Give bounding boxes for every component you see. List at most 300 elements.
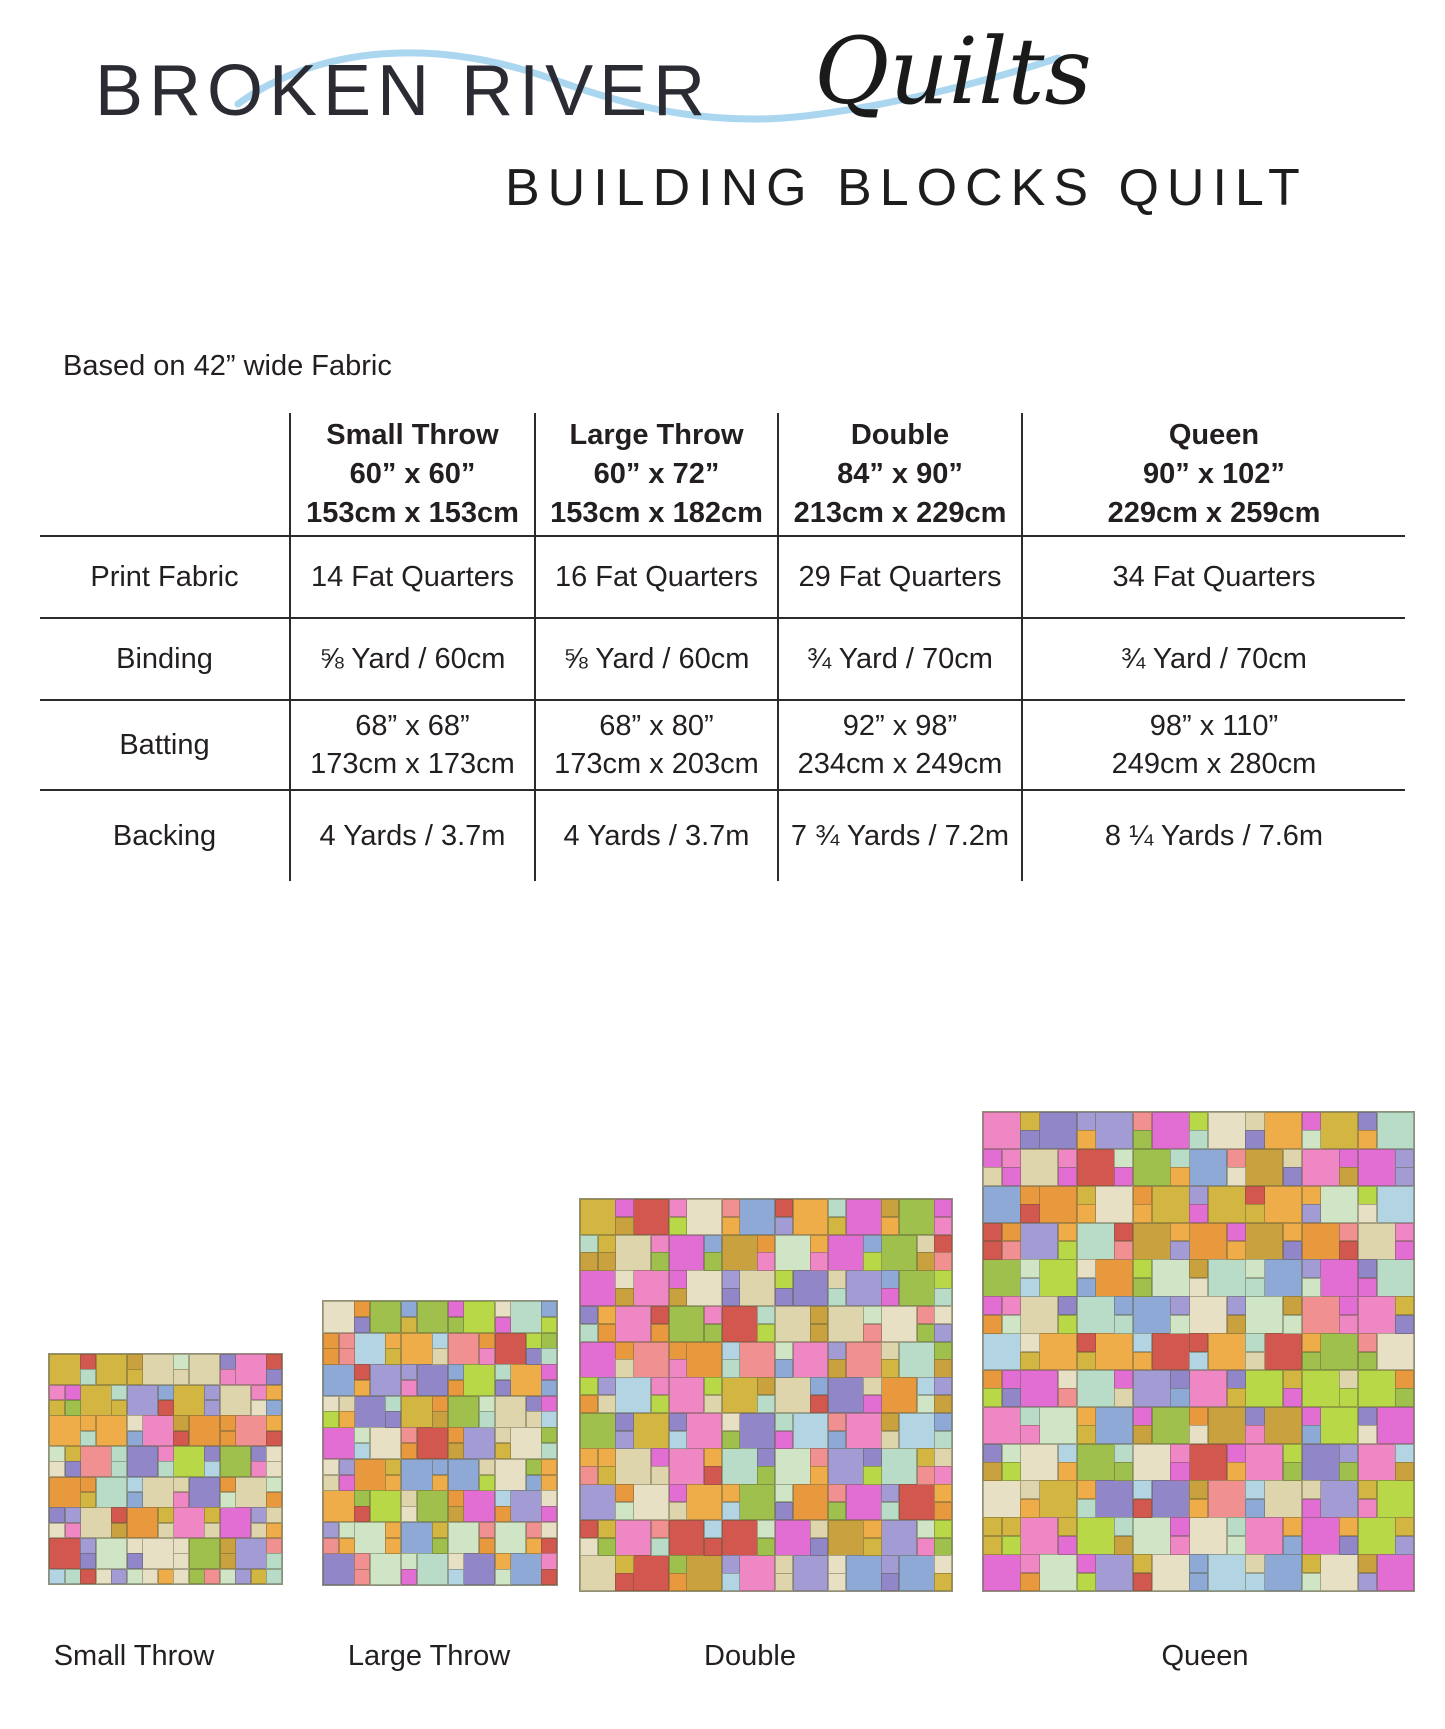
quilt-cell xyxy=(1339,1444,1358,1463)
quilt-cell xyxy=(80,1431,96,1447)
quilt-cell xyxy=(448,1553,464,1569)
quilt-cell xyxy=(983,1370,1002,1389)
quilt-cell xyxy=(1339,1241,1358,1260)
cell-binding-queen: ¾ Yard / 70cm xyxy=(1022,618,1405,700)
quilt-cell xyxy=(65,1446,81,1462)
quilt-cell xyxy=(495,1443,511,1459)
quilt-cell xyxy=(1245,1296,1283,1333)
quilt-cell xyxy=(1339,1296,1358,1315)
quilt-cell xyxy=(722,1199,740,1217)
quilt-cell xyxy=(1283,1388,1302,1407)
quilt-cell xyxy=(448,1364,464,1380)
quilt-cell xyxy=(463,1427,495,1459)
quilt-cell xyxy=(1095,1259,1133,1296)
quilt-cell xyxy=(1358,1499,1377,1518)
quilt-cell xyxy=(669,1377,705,1413)
quilt-cell xyxy=(983,1536,1002,1555)
quilt-cell xyxy=(846,1270,882,1306)
quilt-cell xyxy=(917,1306,935,1324)
quilt-cell xyxy=(1358,1444,1396,1481)
quilt-cell xyxy=(354,1364,370,1380)
quilt-cell xyxy=(323,1427,355,1459)
quilt-cell xyxy=(1133,1223,1171,1260)
quilt-cell xyxy=(881,1413,899,1431)
quilt-cell xyxy=(65,1569,81,1585)
quilt-cell xyxy=(757,1520,775,1538)
quilt-cell xyxy=(463,1364,495,1396)
quilt-cell xyxy=(1358,1554,1377,1573)
quilt-cell xyxy=(266,1446,282,1462)
quilt-cell xyxy=(881,1199,899,1217)
quilt-cell xyxy=(220,1553,236,1569)
quilt-cell xyxy=(1002,1462,1021,1481)
quilt-cell xyxy=(1114,1462,1133,1481)
quilt-cell xyxy=(354,1553,370,1569)
quilt-cell xyxy=(739,1413,775,1449)
quilt-cell xyxy=(669,1306,705,1342)
quilt-cell xyxy=(1020,1130,1039,1149)
quilt-cell xyxy=(235,1354,267,1385)
quilt-cell xyxy=(881,1573,899,1591)
quilt-cell xyxy=(448,1490,464,1506)
quilt-cell xyxy=(541,1348,557,1364)
quilt-cell xyxy=(1189,1112,1208,1131)
quilt-cell xyxy=(1133,1149,1171,1186)
quilt-cell xyxy=(1283,1536,1302,1555)
quilt-cell xyxy=(863,1235,881,1253)
quilt-cell xyxy=(1114,1241,1133,1260)
quilt-cell xyxy=(1058,1536,1077,1555)
quilt-cell xyxy=(934,1555,952,1573)
quilt-cell xyxy=(1227,1462,1246,1481)
quilt-cell xyxy=(1189,1444,1227,1481)
quilt-cell xyxy=(1133,1259,1152,1278)
quilt-cell xyxy=(495,1364,511,1380)
quilt-cell xyxy=(704,1538,722,1556)
quilt-cell xyxy=(757,1538,775,1556)
quilt-cell xyxy=(463,1301,495,1333)
quilt-cell xyxy=(173,1569,189,1585)
quilt-cell xyxy=(1114,1149,1133,1168)
quilt-cell xyxy=(669,1484,687,1502)
quilt-cell xyxy=(934,1359,952,1377)
quilt-cell xyxy=(65,1507,81,1523)
quilt-cell xyxy=(1339,1536,1358,1555)
quilt-cell xyxy=(354,1317,370,1333)
quilt-cell xyxy=(323,1411,339,1427)
fabric-requirements-table xyxy=(40,413,1405,881)
quilt-cell xyxy=(1227,1223,1246,1242)
quilt-cell xyxy=(1283,1517,1302,1536)
quilt-cell xyxy=(669,1199,687,1217)
quilt-cell xyxy=(810,1395,828,1413)
quilt-cell xyxy=(495,1396,527,1428)
quilt-cell xyxy=(615,1431,633,1449)
col-header-double xyxy=(778,413,1022,536)
col-cm: 213cm x 229cm xyxy=(793,496,1007,529)
quilt-cell xyxy=(983,1186,1021,1223)
quilt-cell xyxy=(49,1415,81,1446)
quilt-cell xyxy=(189,1538,221,1569)
quilt-cell xyxy=(934,1538,952,1556)
quilt-cell xyxy=(686,1413,722,1449)
quilt-cell xyxy=(385,1522,401,1538)
quilt-cell xyxy=(354,1506,370,1522)
quilt-cell xyxy=(510,1490,542,1522)
quilt-cell xyxy=(479,1348,495,1364)
quilt-cell xyxy=(1170,1517,1189,1536)
quilt-cell xyxy=(1283,1315,1302,1334)
quilt-cell xyxy=(158,1461,174,1477)
quilt-cell xyxy=(757,1466,775,1484)
quilt-cell xyxy=(1320,1259,1358,1296)
quilt-cell xyxy=(1039,1112,1077,1149)
quilt-cell xyxy=(495,1333,527,1365)
quilt-cell xyxy=(1170,1370,1189,1389)
quilt-cell xyxy=(1170,1315,1189,1334)
quilt-cell xyxy=(881,1306,917,1342)
quilt-cell xyxy=(1227,1167,1246,1186)
quilt-label-small-throw: Small Throw xyxy=(53,1640,215,1672)
quilt-cell xyxy=(173,1446,205,1477)
quilt-cell xyxy=(173,1354,189,1370)
quilt-cell xyxy=(1095,1112,1133,1149)
quilt-cell xyxy=(1339,1462,1358,1481)
cell-print-fabric-double: 29 Fat Quarters xyxy=(778,536,1022,618)
quilt-cell xyxy=(111,1446,127,1462)
quilt-cell xyxy=(80,1477,96,1493)
quilt-cell xyxy=(127,1446,159,1477)
quilt-cell xyxy=(1227,1149,1246,1168)
quilt-cell xyxy=(1302,1407,1321,1426)
cell-batting-large-throw xyxy=(535,700,778,790)
quilt-cell xyxy=(899,1270,935,1306)
quilt-cell xyxy=(775,1448,811,1484)
quilt-cell xyxy=(354,1427,370,1443)
quilt-cell xyxy=(1133,1352,1152,1371)
quilt-cell xyxy=(541,1380,557,1396)
quilt-cell xyxy=(173,1431,189,1447)
quilt-cell xyxy=(1302,1370,1340,1407)
quilt-cell xyxy=(580,1538,598,1556)
quilt-cell xyxy=(722,1431,740,1449)
quilt-cell xyxy=(1208,1407,1246,1444)
quilt-cell xyxy=(1020,1333,1039,1352)
quilt-cell xyxy=(1133,1333,1152,1352)
quilt-cell xyxy=(580,1235,598,1253)
quilt-cell xyxy=(80,1507,112,1538)
quilt-cell xyxy=(1245,1444,1283,1481)
quilt-cell xyxy=(1227,1388,1246,1407)
quilt-cell xyxy=(881,1235,917,1271)
quilt-cell xyxy=(1095,1480,1133,1517)
quilt-cell xyxy=(49,1461,65,1477)
quilt-cell xyxy=(863,1466,881,1484)
quilt-cell xyxy=(1114,1370,1133,1389)
quilt-cell xyxy=(615,1502,633,1520)
quilt-cell xyxy=(1114,1223,1133,1242)
quilt-cell xyxy=(1264,1259,1302,1296)
table-header-row xyxy=(40,413,1405,536)
quilt-cell xyxy=(1358,1407,1377,1426)
quilt-cell xyxy=(1170,1241,1189,1260)
quilt-cell xyxy=(598,1466,616,1484)
quilt-cell xyxy=(1302,1554,1321,1573)
quilt-cell xyxy=(828,1573,846,1591)
quilt-cell xyxy=(189,1569,205,1585)
quilt-cell xyxy=(448,1506,464,1522)
quilt-cell xyxy=(541,1538,557,1554)
quilt-cell xyxy=(580,1466,598,1484)
quilt-cell xyxy=(739,1199,775,1235)
quilt-cell xyxy=(541,1427,557,1443)
cell-backing-large-throw: 4 Yards / 3.7m xyxy=(535,790,778,881)
quilt-cell xyxy=(432,1538,448,1554)
quilt-cell xyxy=(1189,1370,1227,1407)
quilt-cell xyxy=(479,1411,495,1427)
quilt-cell xyxy=(1133,1480,1152,1499)
quilt-cell xyxy=(235,1415,267,1446)
batting-inches: 98” x 110” xyxy=(1149,710,1279,742)
quilt-cell xyxy=(541,1411,557,1427)
quilt-cell xyxy=(598,1377,616,1395)
quilt-cell xyxy=(757,1377,775,1395)
quilt-cell xyxy=(810,1448,828,1466)
quilt-cell xyxy=(370,1301,402,1333)
quilt-cell xyxy=(828,1342,846,1360)
quilt-cell xyxy=(495,1301,511,1317)
quilt-cell xyxy=(1002,1223,1021,1242)
quilt-cell xyxy=(846,1342,882,1378)
quilt-cell xyxy=(142,1569,158,1585)
quilt-cell xyxy=(828,1431,846,1449)
quilt-cell xyxy=(127,1538,143,1554)
cell-batting-queen xyxy=(1022,700,1405,790)
col-name: Queen xyxy=(1168,418,1260,451)
quilt-cell xyxy=(828,1217,846,1235)
quilt-cell xyxy=(127,1385,159,1416)
quilt-cell xyxy=(142,1415,174,1446)
batting-inches: 68” x 80” xyxy=(599,710,714,742)
quilt-cell xyxy=(669,1413,687,1431)
quilt-cell xyxy=(1077,1296,1115,1333)
quilt-cell xyxy=(1002,1315,1021,1334)
quilt-cell xyxy=(917,1324,935,1342)
quilt-cell xyxy=(541,1490,557,1506)
quilt-cell xyxy=(1152,1186,1190,1223)
quilt-cell xyxy=(633,1413,669,1449)
quilt-cell xyxy=(417,1427,449,1459)
quilt-cell xyxy=(686,1484,722,1520)
quilt-cell xyxy=(1227,1370,1246,1389)
quilt-cell xyxy=(934,1448,952,1466)
quilt-cell xyxy=(1264,1186,1302,1223)
quilt-cell xyxy=(220,1507,252,1538)
quilt-cell xyxy=(1077,1425,1096,1444)
quilt-cell xyxy=(1339,1388,1358,1407)
quilt-cell xyxy=(1152,1554,1190,1591)
quilt-cell xyxy=(189,1354,221,1385)
quilt-cell xyxy=(1058,1315,1077,1334)
batting-cm: 249cm x 280cm xyxy=(1111,748,1317,780)
quilt-cell xyxy=(251,1400,267,1416)
quilt-cell xyxy=(370,1490,402,1522)
quilt-cell xyxy=(739,1342,775,1378)
quilt-cell xyxy=(615,1573,633,1591)
quilt-cell xyxy=(1264,1333,1302,1370)
quilt-cell xyxy=(266,1400,282,1416)
quilt-cell xyxy=(828,1448,864,1484)
quilt-cell xyxy=(220,1538,236,1554)
quilt-cell xyxy=(1020,1186,1039,1205)
quilt-cell xyxy=(127,1369,143,1385)
quilt-cell xyxy=(1395,1315,1414,1334)
col-header-small-throw xyxy=(290,413,535,536)
quilt-cell xyxy=(220,1431,236,1447)
quilt-cell xyxy=(615,1555,633,1573)
quilt-cell xyxy=(669,1270,687,1288)
quilt-cell xyxy=(828,1413,846,1431)
quilt-cell xyxy=(863,1395,881,1413)
batting-cm: 234cm x 249cm xyxy=(797,748,1003,780)
quilt-cell xyxy=(1302,1333,1321,1352)
quilt-cell xyxy=(1058,1223,1077,1242)
quilt-cell xyxy=(1245,1499,1264,1518)
quilt-cell xyxy=(1339,1223,1358,1242)
quilt-cell xyxy=(1152,1407,1190,1444)
quilt-cell xyxy=(1302,1259,1321,1278)
quilt-cell xyxy=(934,1235,952,1253)
quilt-cell xyxy=(354,1522,386,1554)
quilt-cell xyxy=(354,1396,386,1428)
quilt-cell xyxy=(917,1538,935,1556)
quilt-cell xyxy=(432,1475,448,1491)
quilt-cell xyxy=(1283,1241,1302,1260)
quilt-cell xyxy=(1133,1186,1152,1205)
quilt-cell xyxy=(339,1459,355,1475)
quilt-cell xyxy=(80,1446,112,1477)
quilt-cell xyxy=(1189,1407,1208,1426)
quilt-cell xyxy=(934,1270,952,1288)
quilt-cell xyxy=(235,1477,267,1508)
quilt-cell xyxy=(1302,1278,1321,1297)
quilt-cell xyxy=(917,1520,935,1538)
quilt-cell xyxy=(1020,1517,1058,1554)
quilt-cell xyxy=(158,1569,174,1585)
quilt-cell xyxy=(401,1522,433,1554)
quilt-cell xyxy=(173,1477,189,1493)
quilt-cell xyxy=(615,1359,633,1377)
cell-backing-small-throw: 4 Yards / 3.7m xyxy=(290,790,535,881)
quilt-cell xyxy=(934,1520,952,1538)
quilt-cell xyxy=(432,1348,448,1364)
quilt-cell xyxy=(479,1333,495,1349)
quilt-cell xyxy=(983,1315,1002,1334)
quilt-cell xyxy=(1302,1149,1340,1186)
quilt-cell xyxy=(669,1520,705,1556)
quilt-cell xyxy=(1245,1204,1264,1223)
quilt-cell xyxy=(669,1235,705,1271)
quilt-cell xyxy=(1395,1241,1414,1260)
quilt-cell xyxy=(1020,1223,1058,1260)
quilt-cell xyxy=(526,1459,542,1475)
quilt-cell xyxy=(651,1324,669,1342)
quilt-cell xyxy=(1302,1296,1340,1333)
quilt-cell xyxy=(615,1448,651,1484)
quilt-cell xyxy=(1002,1388,1021,1407)
quilt-cell xyxy=(65,1461,81,1477)
quilt-cell xyxy=(1189,1352,1208,1371)
quilt-cell xyxy=(1020,1407,1039,1426)
quilt-cell xyxy=(615,1306,651,1342)
quilt-cell xyxy=(810,1377,828,1395)
quilt-cell xyxy=(598,1520,616,1538)
quilt-cell xyxy=(204,1507,220,1523)
quilt-cell xyxy=(1377,1407,1415,1444)
quilt-cell xyxy=(541,1475,557,1491)
quilt-cell xyxy=(1039,1186,1077,1223)
quilt-cell xyxy=(881,1555,899,1573)
quilt-cell xyxy=(757,1448,775,1466)
brand-name: BROKEN RIVER xyxy=(95,51,712,131)
quilt-cell xyxy=(1133,1499,1152,1518)
quilt-cell xyxy=(1245,1186,1264,1205)
quilt-cell xyxy=(111,1400,127,1416)
quilt-cell xyxy=(127,1431,143,1447)
quilt-cell xyxy=(881,1270,899,1288)
row-print-fabric xyxy=(40,536,1405,618)
quilt-cell xyxy=(80,1369,96,1385)
quilt-cell xyxy=(881,1217,899,1235)
quilt-cell xyxy=(251,1461,267,1477)
row-label-binding: Binding xyxy=(40,618,290,700)
quilt-cell xyxy=(669,1573,687,1591)
quilt-cell xyxy=(669,1342,687,1360)
quilt-cell xyxy=(739,1484,775,1520)
quilt-cell xyxy=(266,1385,282,1401)
quilt-cell xyxy=(1358,1112,1377,1131)
quilt-cell xyxy=(1077,1444,1115,1481)
quilt-cell xyxy=(615,1235,651,1271)
quilt-cell xyxy=(323,1333,339,1349)
quilt-cell xyxy=(722,1448,758,1484)
quilt-cell xyxy=(1077,1112,1096,1131)
quilt-cell xyxy=(127,1477,143,1493)
quilt-cell xyxy=(1245,1352,1264,1371)
quilt-cell xyxy=(323,1459,339,1475)
quilt-cell xyxy=(1095,1333,1133,1370)
quilt-cell xyxy=(704,1395,722,1413)
quilt-cell xyxy=(651,1466,669,1484)
quilt-cell xyxy=(793,1413,829,1449)
quilt-cell xyxy=(204,1569,220,1585)
quilt-cell xyxy=(1039,1259,1077,1296)
quilt-cell xyxy=(111,1385,127,1401)
quilt-cell xyxy=(173,1492,189,1508)
quilt-cell xyxy=(934,1252,952,1270)
quilt-cell xyxy=(633,1555,669,1591)
quilt-cell xyxy=(220,1385,252,1416)
quilt-cell xyxy=(541,1333,557,1349)
quilt-cell xyxy=(1358,1370,1396,1407)
quilt-diagram-double xyxy=(579,1198,953,1592)
quilt-cell xyxy=(828,1520,864,1556)
corner-cell xyxy=(40,413,290,536)
quilt-cell xyxy=(432,1411,448,1427)
quilt-cell xyxy=(1020,1259,1039,1278)
quilt-cell xyxy=(757,1324,775,1342)
quilt-cell xyxy=(1039,1554,1077,1591)
